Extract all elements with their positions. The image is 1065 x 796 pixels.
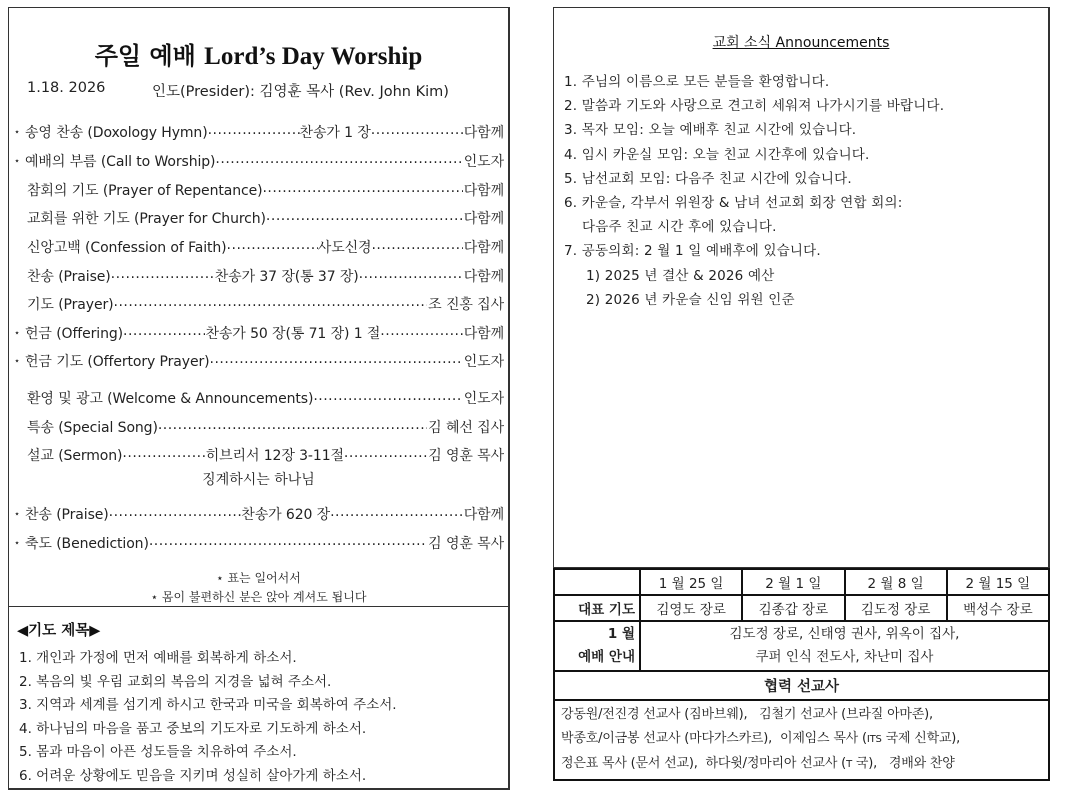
prayer-item: 3. 지역과 세계를 섬기게 하시고 한국과 미국을 회복하여 주소서. bbox=[19, 697, 397, 713]
order-item-text bbox=[25, 122, 504, 144]
leader-dots bbox=[371, 237, 462, 259]
empty-header-cell bbox=[554, 569, 640, 595]
sermon-title: 징계하시는 하나님 bbox=[202, 472, 315, 488]
order-item-detail: 사도신경 bbox=[317, 240, 372, 256]
order-item-name: 특송 (Special Song) bbox=[27, 420, 158, 436]
indent-spacer bbox=[9, 180, 25, 202]
order-item-name: 기도 (Prayer) bbox=[27, 297, 114, 313]
prayer-topics-section bbox=[9, 606, 508, 788]
missionary-text: 박종호/이금봉 선교사 (마다가스카르), 이제임스 목사 ( bbox=[561, 731, 867, 746]
order-item-text bbox=[25, 208, 504, 230]
presider: 인도(Presider): 김영훈 목사 (Rev. John Kim) bbox=[152, 84, 449, 100]
usher-names-line: 김도정 장로, 신태영 권사, 위옥이 집사, bbox=[729, 626, 960, 642]
order-item-leader: 김 영훈 목사 bbox=[428, 536, 504, 552]
leader-dots bbox=[227, 237, 318, 259]
leader-dots bbox=[122, 445, 205, 467]
date-cell: 2 월 8 일 bbox=[845, 569, 947, 595]
missions-title-row bbox=[554, 671, 1049, 700]
missionary-line: 강동원/전진경 선교사 (짐바브웨), 김철기 선교사 (브라질 아마존), bbox=[561, 707, 933, 722]
order-item-name: 예배의 부름 (Call to Worship) bbox=[25, 154, 216, 170]
announcement-item-continuation: 다음주 친교 시간 후에 있습니다. bbox=[582, 219, 777, 236]
seated-note: ⋆ 몸이 불편하신 분은 앉아 계셔도 됩니다 bbox=[150, 590, 367, 604]
order-item-name: 찬송 (Praise) bbox=[27, 269, 111, 285]
announcement-subitem: 1) 2025 년 결산 & 2026 예산 bbox=[586, 267, 775, 284]
missionary-line bbox=[561, 727, 1042, 752]
order-item-leader: 인도자 bbox=[463, 154, 504, 170]
leader-dots bbox=[330, 504, 463, 526]
order-item-leader: 다함께 bbox=[463, 211, 504, 227]
indent-spacer bbox=[9, 237, 25, 259]
standing-star-icon: ⋆ bbox=[13, 356, 21, 367]
indent-spacer bbox=[9, 417, 25, 439]
order-item-name: 환영 및 광고 (Welcome & Announcements) bbox=[27, 391, 314, 407]
standing-star-icon: ⋆ bbox=[13, 156, 21, 167]
order-item-leader: 김 영훈 목사 bbox=[428, 448, 504, 464]
missionary-text: 정은표 목사 (문서 선교), 하다윗/정마리아 선교사 ( bbox=[561, 756, 847, 771]
order-item-text bbox=[25, 445, 504, 467]
order-item bbox=[9, 237, 504, 259]
prayer-topics-list bbox=[19, 647, 397, 788]
standing-star-icon: ⋆ bbox=[13, 509, 21, 520]
prayer-leader-cell: 김도정 장로 bbox=[845, 595, 947, 621]
announcements-list bbox=[564, 70, 944, 312]
order-item-text bbox=[25, 388, 504, 410]
prayer-topics-title: ◀기도 제목▶ bbox=[17, 623, 101, 639]
order-item bbox=[9, 151, 504, 173]
missions-title: 협력 선교사 bbox=[554, 671, 1049, 700]
order-item bbox=[9, 388, 504, 410]
leader-dots bbox=[114, 294, 428, 316]
order-item-name: 축도 (Benediction) bbox=[25, 536, 149, 552]
order-item bbox=[9, 122, 504, 144]
order-item-name: 신앙고백 (Confession of Faith) bbox=[27, 240, 227, 256]
missionary-line bbox=[561, 752, 1042, 777]
order-item-text bbox=[25, 417, 504, 439]
prayer-leader-cell: 김종갑 장로 bbox=[742, 595, 844, 621]
indent-spacer bbox=[9, 208, 25, 230]
order-item-leader: 다함께 bbox=[463, 125, 504, 141]
indent-spacer bbox=[9, 445, 25, 467]
order-item-text bbox=[25, 533, 504, 555]
standing-star-icon: ⋆ bbox=[13, 538, 21, 549]
announcement-item: 4. 임시 카운실 모임: 오늘 친교 시간후에 있습니다. bbox=[564, 146, 870, 163]
order-item-detail: 찬송가 1 장 bbox=[299, 125, 371, 141]
missions-list bbox=[554, 700, 1049, 780]
standing-star-icon: ⋆ bbox=[13, 127, 21, 138]
order-item-leader: 다함께 bbox=[463, 507, 504, 523]
title-korean: 주일 예배 bbox=[94, 42, 196, 70]
order-item-name: 송영 찬송 (Doxology Hymn) bbox=[25, 125, 208, 141]
order-item bbox=[9, 504, 504, 526]
prayer-item: 5. 몸과 마음이 아픈 성도들을 치유하여 주소서. bbox=[19, 744, 297, 760]
date-cell: 2 월 15 일 bbox=[947, 569, 1049, 595]
leader-dots bbox=[344, 445, 427, 467]
prayer-item: 4. 하나님의 마음을 품고 중보의 기도자로 기도하게 하소서. bbox=[19, 720, 367, 737]
announcement-item: 1. 주님의 이름으로 모든 분들을 환영합니다. bbox=[564, 74, 830, 90]
order-item-name: 설교 (Sermon) bbox=[27, 448, 123, 464]
worship-date: 1.18. 2026 bbox=[27, 80, 106, 96]
usher-label-text: 예배 안내 bbox=[578, 649, 635, 665]
order-item bbox=[9, 351, 504, 373]
missionary-text-small: T bbox=[846, 759, 852, 770]
leader-dots bbox=[371, 122, 463, 144]
leader-dots bbox=[149, 533, 427, 555]
date-cell: 1 월 25 일 bbox=[640, 569, 742, 595]
leader-dots bbox=[380, 323, 462, 345]
order-item-name: 헌금 기도 (Offertory Prayer) bbox=[25, 354, 210, 370]
leader-dots bbox=[313, 388, 462, 410]
order-item-text bbox=[25, 180, 504, 202]
leader-dots bbox=[208, 122, 300, 144]
order-item-text bbox=[25, 323, 504, 345]
announcement-item: 7. 공동의회: 2 월 1 일 예배후에 있습니다. bbox=[564, 243, 821, 260]
order-item-leader: 다함께 bbox=[463, 240, 504, 256]
usher-names bbox=[640, 621, 1049, 671]
leader-dots bbox=[215, 151, 462, 173]
announcement-item: 5. 남선교회 모임: 다음주 친교 시간에 있습니다. bbox=[564, 170, 852, 187]
order-item-leader: 다함께 bbox=[463, 326, 504, 342]
missionary-text: 국), 경배와 찬양 bbox=[851, 756, 955, 771]
leader-dots bbox=[359, 266, 463, 288]
order-item-leader: 다함께 bbox=[463, 269, 504, 285]
title-english: Lord’s Day Worship bbox=[204, 43, 423, 70]
usher-names-line: 쿠퍼 인식 전도사, 차난미 집사 bbox=[755, 649, 934, 665]
announcement-subitem: 2) 2026 년 카운슬 신임 위원 인준 bbox=[586, 291, 795, 308]
order-item-leader: 조 진홍 집사 bbox=[428, 297, 504, 313]
indent-spacer bbox=[9, 388, 25, 410]
announcements-panel bbox=[553, 7, 1050, 568]
leader-dots bbox=[262, 180, 462, 202]
leader-dots bbox=[210, 351, 463, 373]
indent-spacer bbox=[9, 294, 25, 316]
order-item-detail: 히브리서 12장 3-11절 bbox=[205, 448, 344, 464]
date-line bbox=[27, 80, 502, 101]
missionary-text: 국제 신학교), bbox=[881, 731, 961, 746]
announcement-item: 3. 목자 모임: 오늘 예배후 친교 시간에 있습니다. bbox=[564, 122, 857, 139]
announcement-item: 2. 말씀과 기도와 사랑으로 견고히 세워져 나가시기를 바랍니다. bbox=[564, 98, 945, 115]
order-item-name: 찬송 (Praise) bbox=[25, 507, 109, 523]
order-item-detail: 찬송가 50 장(통 71 장) 1 절 bbox=[205, 326, 381, 342]
order-item bbox=[9, 266, 504, 288]
announcements-title: 교회 소식 Announcements bbox=[712, 35, 890, 51]
order-item-leader: 인도자 bbox=[463, 391, 504, 407]
prayer-leader-row bbox=[554, 595, 1049, 621]
order-item bbox=[9, 533, 504, 555]
order-item bbox=[9, 445, 504, 467]
schedule-header-row bbox=[554, 569, 1049, 595]
announcement-item: 6. 카운슬, 각부서 위원장 & 남녀 선교회 회장 연합 회의: bbox=[564, 195, 903, 212]
order-item-leader: 인도자 bbox=[463, 354, 504, 370]
order-item-detail: 찬송가 37 장(통 37 장) bbox=[214, 269, 359, 285]
leader-dots bbox=[109, 504, 242, 526]
leader-dots bbox=[123, 323, 205, 345]
order-item-detail: 찬송가 620 장 bbox=[241, 507, 331, 523]
order-item-name: 헌금 (Offering) bbox=[25, 326, 124, 342]
order-item-text bbox=[25, 266, 504, 288]
prayer-item: 2. 복음의 빛 우림 교회의 복음의 지경을 넓혀 주소서. bbox=[19, 673, 332, 690]
order-item-text bbox=[25, 294, 504, 316]
prayer-leader-label: 대표 기도 bbox=[554, 595, 640, 621]
order-item bbox=[9, 208, 504, 230]
order-item bbox=[9, 323, 504, 345]
worship-title bbox=[9, 36, 508, 71]
worship-order-panel bbox=[8, 7, 510, 790]
order-item-text bbox=[25, 504, 504, 526]
order-item-name: 참회의 기도 (Prayer of Repentance) bbox=[27, 183, 263, 199]
prayer-leader-cell: 김영도 장로 bbox=[640, 595, 742, 621]
order-item-name: 교회를 위한 기도 (Prayer for Church) bbox=[27, 211, 266, 227]
order-item bbox=[9, 180, 504, 202]
leader-dots bbox=[158, 417, 427, 439]
leader-dots bbox=[266, 208, 463, 230]
order-item-leader: 김 혜선 집사 bbox=[428, 420, 504, 436]
missionary-text-small: ITS bbox=[866, 734, 882, 745]
standing-note: ⋆ 표는 일어서서 bbox=[216, 571, 301, 585]
indent-spacer bbox=[9, 266, 25, 288]
order-item-text bbox=[25, 151, 504, 173]
date-cell: 2 월 1 일 bbox=[742, 569, 844, 595]
usher-label bbox=[554, 621, 640, 671]
usher-label-month: 1 월 bbox=[607, 626, 635, 642]
usher-row bbox=[554, 621, 1049, 671]
order-item bbox=[9, 417, 504, 439]
standing-star-icon: ⋆ bbox=[13, 328, 21, 339]
prayer-item: 1. 개인과 가정에 먼저 예배를 회복하게 하소서. bbox=[19, 650, 297, 666]
order-item bbox=[9, 294, 504, 316]
leader-dots bbox=[111, 266, 215, 288]
order-item-text bbox=[25, 351, 504, 373]
missions-list-row bbox=[554, 700, 1049, 780]
prayer-item: 6. 어려운 상황에도 믿음을 지키며 성실히 살아가게 하소서. bbox=[19, 767, 367, 784]
order-item-text bbox=[25, 237, 504, 259]
order-item-leader: 다함께 bbox=[463, 183, 504, 199]
schedule-table bbox=[553, 568, 1050, 781]
prayer-leader-cell: 백성수 장로 bbox=[947, 595, 1049, 621]
